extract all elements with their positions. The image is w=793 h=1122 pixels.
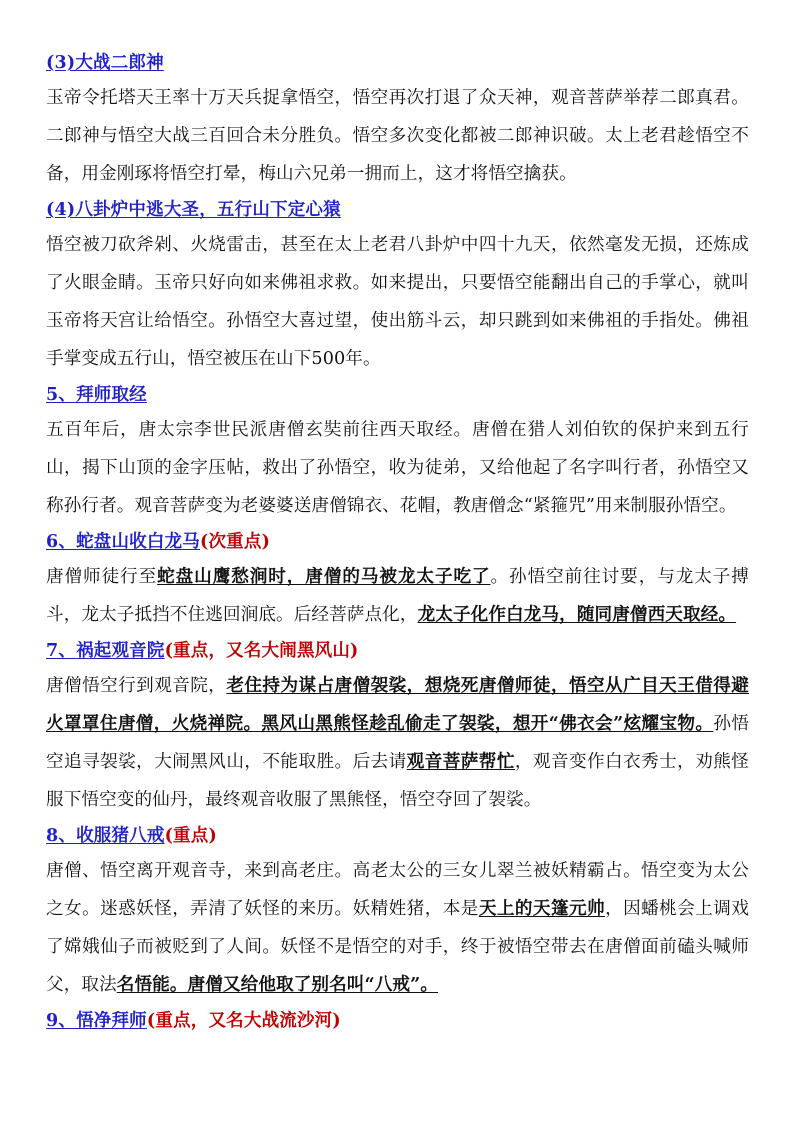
section-heading [46, 195, 749, 225]
page-bottom-whitespace [46, 1038, 749, 1098]
section-heading-title: 7、祸起观音院 [46, 641, 165, 661]
section-heading [46, 1006, 749, 1036]
section-body [46, 226, 749, 378]
sections-container [46, 48, 749, 1036]
body-text-run: 。孙悟空前往讨要，与龙太子搏斗，龙太子抵挡不住逃回涧底。后经菩萨点化， [46, 567, 749, 625]
section [46, 380, 749, 525]
section-heading-note: (重点，又名大闹黑风山) [164, 641, 359, 661]
section-body [46, 558, 749, 634]
body-text-run: 唐僧、悟空离开观音寺，来到高老庄。高老太公的三女儿翠兰被妖精霸占。悟空变为太公之女。迷惑妖怪，弄清了妖怪的来历。妖精姓猪，本是 [46, 861, 749, 919]
section [46, 48, 749, 193]
section-heading-note: (重点) [164, 826, 217, 846]
emphasized-text: 名悟能。唐僧又给他取了别名叫“八戒”。 [116, 974, 439, 995]
section [46, 1006, 749, 1036]
section-body [46, 79, 749, 193]
body-text-run: 唐僧悟空行到观音院， [46, 676, 227, 696]
section-body [46, 852, 749, 1004]
section-body [46, 411, 749, 525]
section-heading-note: (次重点) [199, 532, 271, 552]
body-text-run: 悟空被刀砍斧剁、火烧雷击，甚至在太上老君八卦炉中四十九天，依然毫发无损，还炼成了火眼金睛。玉帝只好向如来佛祖求救。如来提出，只要悟空能翻出自己的手掌心，就叫玉帝将天宫让给悟空。孙悟空大喜过望，使出筋斗云，却只跳到如来佛祖的手指处。佛祖手掌变成五行山，悟空被压在山下500年。 [46, 235, 749, 369]
emphasized-text: 观音菩萨帮忙 [406, 751, 515, 772]
section [46, 636, 749, 819]
section-heading-title: 8、收服猪八戒 [46, 826, 165, 846]
section [46, 527, 749, 634]
section-heading-title: (4)八卦炉中逃大圣，五行山下定心猿 [46, 200, 341, 220]
body-text-run: 唐僧师徒行至 [46, 567, 158, 587]
section-heading-note: (重点，又名大战流沙河) [146, 1011, 341, 1031]
section [46, 821, 749, 1004]
section-heading [46, 821, 749, 851]
section-body [46, 667, 749, 819]
section-heading-title: 5、拜师取经 [46, 385, 147, 405]
section-heading [46, 636, 749, 666]
emphasized-text: 蛇盘山鹰愁涧时，唐僧的马被龙太子吃了 [157, 566, 491, 587]
section-heading-title: 9、悟净拜师 [46, 1011, 147, 1031]
section-heading [46, 527, 749, 557]
section-heading-title: (3)大战二郎神 [46, 53, 164, 73]
section-heading-title: 6、蛇盘山收白龙马 [46, 532, 200, 552]
body-text-run: 孙悟空追寻袈裟，大闹黑风山，不能取胜。后去请 [46, 714, 750, 772]
body-text-run: 五百年后，唐太宗李世民派唐僧玄奘前往西天取经。唐僧在猎人刘伯钦的保护来到五行山，揭下山顶的金字压帖，救出了孙悟空，收为徒弟，又给他起了名字叫行者，孙悟空又称孙行者。观音菩萨变为老婆婆送唐僧锦衣、花帽，教唐僧念“紧箍咒”用来制服孙悟空。 [46, 420, 749, 516]
emphasized-text: 龙太子化作白龙马，随同唐僧西天取经。 [417, 604, 737, 625]
section-heading [46, 380, 749, 410]
section [46, 195, 749, 378]
emphasized-text: 老住持为谋占唐僧袈裟，想烧死唐僧师徒，悟空从广目天王借得避火罩罩住唐僧，火烧禅院。黑风山黑熊怪趁乱偷走了袈裟，想开“佛衣会”炫耀宝物。 [46, 675, 749, 734]
section-heading [46, 48, 749, 78]
body-text-run: ，因蟠桃会上调戏了嫦娥仙子而被贬到了人间。妖怪不是悟空的对手，终于被悟空带去在唐僧面前磕头喊师父，取法 [46, 899, 750, 995]
body-text-run: ，观音变作白衣秀士，劝熊怪服下悟空变的仙丹，最终观音收服了黑熊怪，悟空夺回了袈裟。 [46, 752, 749, 810]
body-text-run: 玉帝令托塔天王率十万天兵捉拿悟空，悟空再次打退了众天神，观音菩萨举荐二郎真君。二郎神与悟空大战三百回合未分胜负。悟空多次变化都被二郎神识破。太上老君趁悟空不备，用金刚琢将悟空打晕，梅山六兄弟一拥而上，这才将悟空擒获。 [46, 88, 749, 184]
emphasized-text: 天上的天篷元帅 [478, 898, 606, 919]
